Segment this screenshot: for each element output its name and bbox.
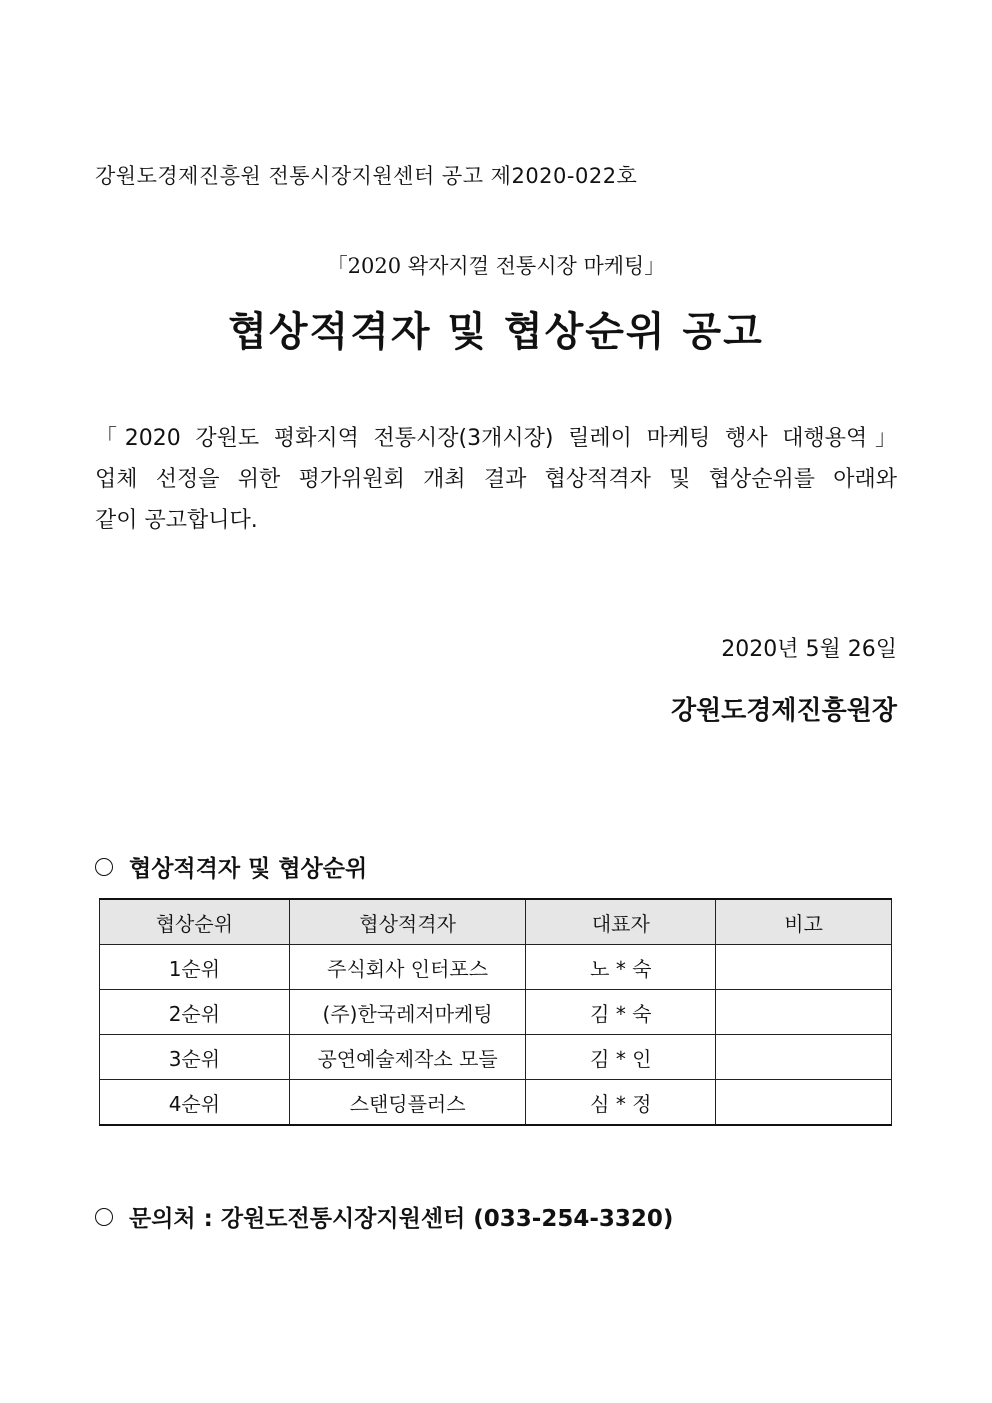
issuer-name: 강원도경제진흥원장 [670,696,897,726]
table-row [100,945,892,990]
company-cell: (주)한국레저마케팅 [289,990,526,1035]
contact-section [95,1200,673,1233]
body-line-1: 「2020 강원도 평화지역 전통시장(3개시장) 릴레이 마케팅 행사 대행용역」 [95,426,897,451]
notice-date: 2020년 5월 26일 [721,637,897,662]
project-subtitle: 「2020 왁자지껄 전통시장 마케팅」 [326,254,666,278]
page-title: 협상적격자 및 협상순위 공고 [228,308,764,355]
ranking-section-heading [95,850,367,883]
table-row [100,1035,892,1080]
contact-text: 문의처 : 강원도전통시장지원센터 (033-254-3320) [129,1206,674,1232]
table-header-row [100,899,892,945]
rank-cell: 4순위 [100,1080,290,1126]
representative-cell: 김 * 인 [526,1035,716,1080]
representative-cell: 심 * 정 [526,1080,716,1126]
column-header: 협상순위 [100,899,290,945]
representative-cell: 노 * 숙 [526,945,716,990]
circle-bullet-icon [95,1208,113,1226]
remarks-cell [716,1035,892,1080]
rank-cell: 2순위 [100,990,290,1035]
column-header: 대표자 [526,899,716,945]
remarks-cell [716,1080,892,1126]
body-line-2: 업체 선정을 위한 평가위원회 개최 결과 협상적격자 및 협상순위를 아래와 [95,467,897,492]
company-cell: 주식회사 인터포스 [289,945,526,990]
notice-body [95,418,897,541]
body-line-3: 같이 공고합니다. [95,508,258,533]
rank-cell: 3순위 [100,1035,290,1080]
representative-cell: 김 * 숙 [526,990,716,1035]
remarks-cell [716,990,892,1035]
column-header: 비고 [716,899,892,945]
remarks-cell [716,945,892,990]
table-row [100,1080,892,1126]
circle-bullet-icon [95,858,113,876]
notice-number: 강원도경제진흥원 전통시장지원센터 공고 제2020-022호 [95,164,638,188]
company-cell: 공연예술제작소 모들 [289,1035,526,1080]
ranking-table [99,898,892,1126]
company-cell: 스탠딩플러스 [289,1080,526,1126]
column-header: 협상적격자 [289,899,526,945]
table-row [100,990,892,1035]
rank-cell: 1순위 [100,945,290,990]
ranking-heading-text: 협상적격자 및 협상순위 [129,856,368,882]
